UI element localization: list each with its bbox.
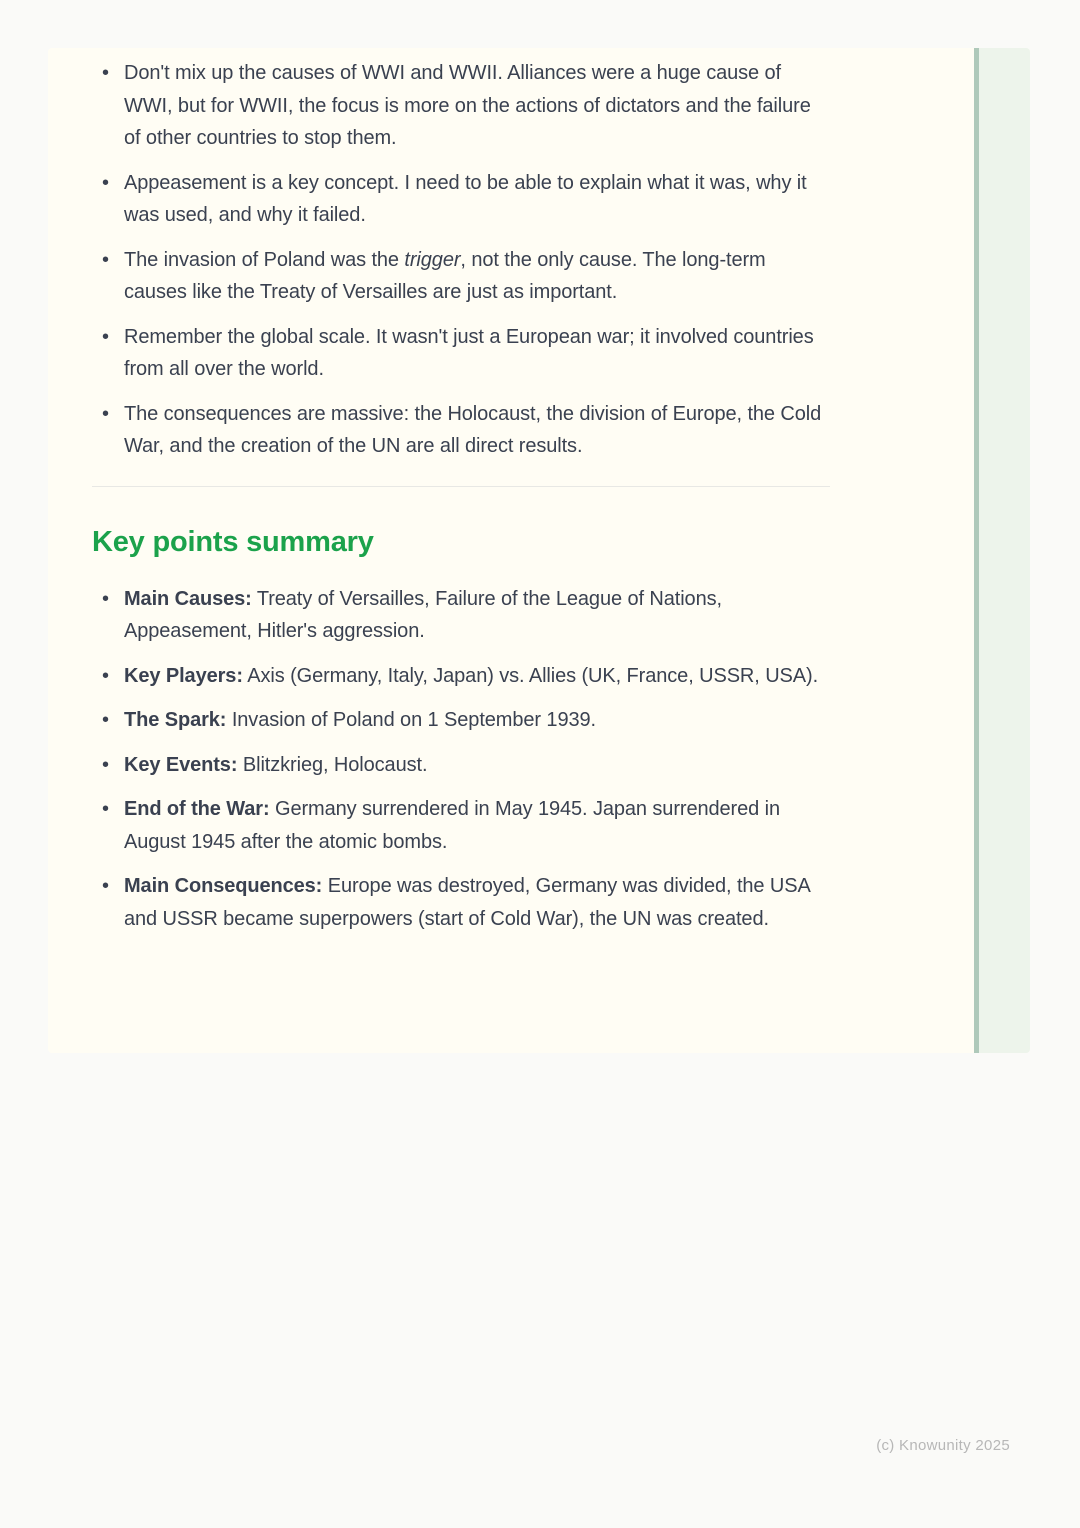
bullet-icon: • [102, 171, 109, 194]
bullet-icon: • [102, 753, 109, 776]
bullet-text: Remember the global scale. It wasn't just a European war; it involved countries from all over the world. [124, 325, 814, 380]
list-item [92, 870, 830, 935]
bullet-text: The invasion of Poland was the trigger, not the only cause. The long-term causes like the Treaty of Versailles are just as important. [124, 248, 766, 303]
review-notes-list [92, 57, 832, 463]
list-item [92, 660, 830, 693]
bullet-text: End of the War: Germany surrendered in May 1945. Japan surrendered in August 1945 after the atomic bombs. [124, 798, 780, 853]
bullet-icon: • [102, 325, 109, 348]
list-item [92, 749, 830, 782]
bullet-text: Main Consequences: Europe was destroyed, Germany was divided, the USA and USSR became superpowers (start of Cold War), the UN was created. [124, 875, 810, 930]
bullet-text: Main Causes: Treaty of Versailles, Failure of the League of Nations, Appeasement, Hitler's aggression. [124, 587, 722, 642]
section-divider [92, 486, 830, 487]
list-item [92, 244, 830, 309]
list-item [92, 398, 830, 463]
bullet-icon: • [102, 62, 109, 84]
section-heading: Key points summary [92, 525, 374, 558]
bullet-icon: • [102, 709, 109, 731]
list-item [92, 704, 830, 737]
list-item [92, 793, 830, 858]
bullet-text: The consequences are massive: the Holocaust, the division of Europe, the Cold War, and the creation of the UN are all direct results. [124, 402, 822, 457]
list-item [92, 57, 830, 155]
document-content [92, 48, 832, 935]
list-item [92, 167, 830, 232]
list-item [92, 583, 830, 648]
bullet-text: Don't mix up the causes of WWI and WWII. Alliances were a huge cause of WWI, but for WWII, the focus is more on the actions of dictators and the failure of other countries to stop them. [124, 62, 811, 149]
page-edge-stripe-line [974, 48, 979, 1053]
notes-card [48, 48, 1030, 1053]
bullet-icon: • [102, 798, 109, 820]
bullet-text: The Spark: Invasion of Poland on 1 September 1939. [124, 709, 596, 731]
bullet-icon: • [102, 875, 109, 897]
summary-list [92, 583, 832, 936]
bullet-icon: • [102, 402, 109, 425]
bullet-text: Key Events: Blitzkrieg, Holocaust. [124, 753, 428, 776]
copyright-text: (c) Knowunity 2025 [876, 1437, 1010, 1454]
bullet-icon: • [102, 587, 109, 610]
bullet-text: Appeasement is a key concept. I need to be able to explain what it was, why it was used, and why it failed. [124, 171, 807, 226]
page-edge-stripe [979, 48, 1030, 1053]
bullet-text: Key Players: Axis (Germany, Italy, Japan) vs. Allies (UK, France, USSR, USA). [124, 664, 819, 687]
bullet-icon: • [102, 664, 109, 687]
bullet-icon: • [102, 248, 109, 271]
list-item [92, 321, 830, 386]
